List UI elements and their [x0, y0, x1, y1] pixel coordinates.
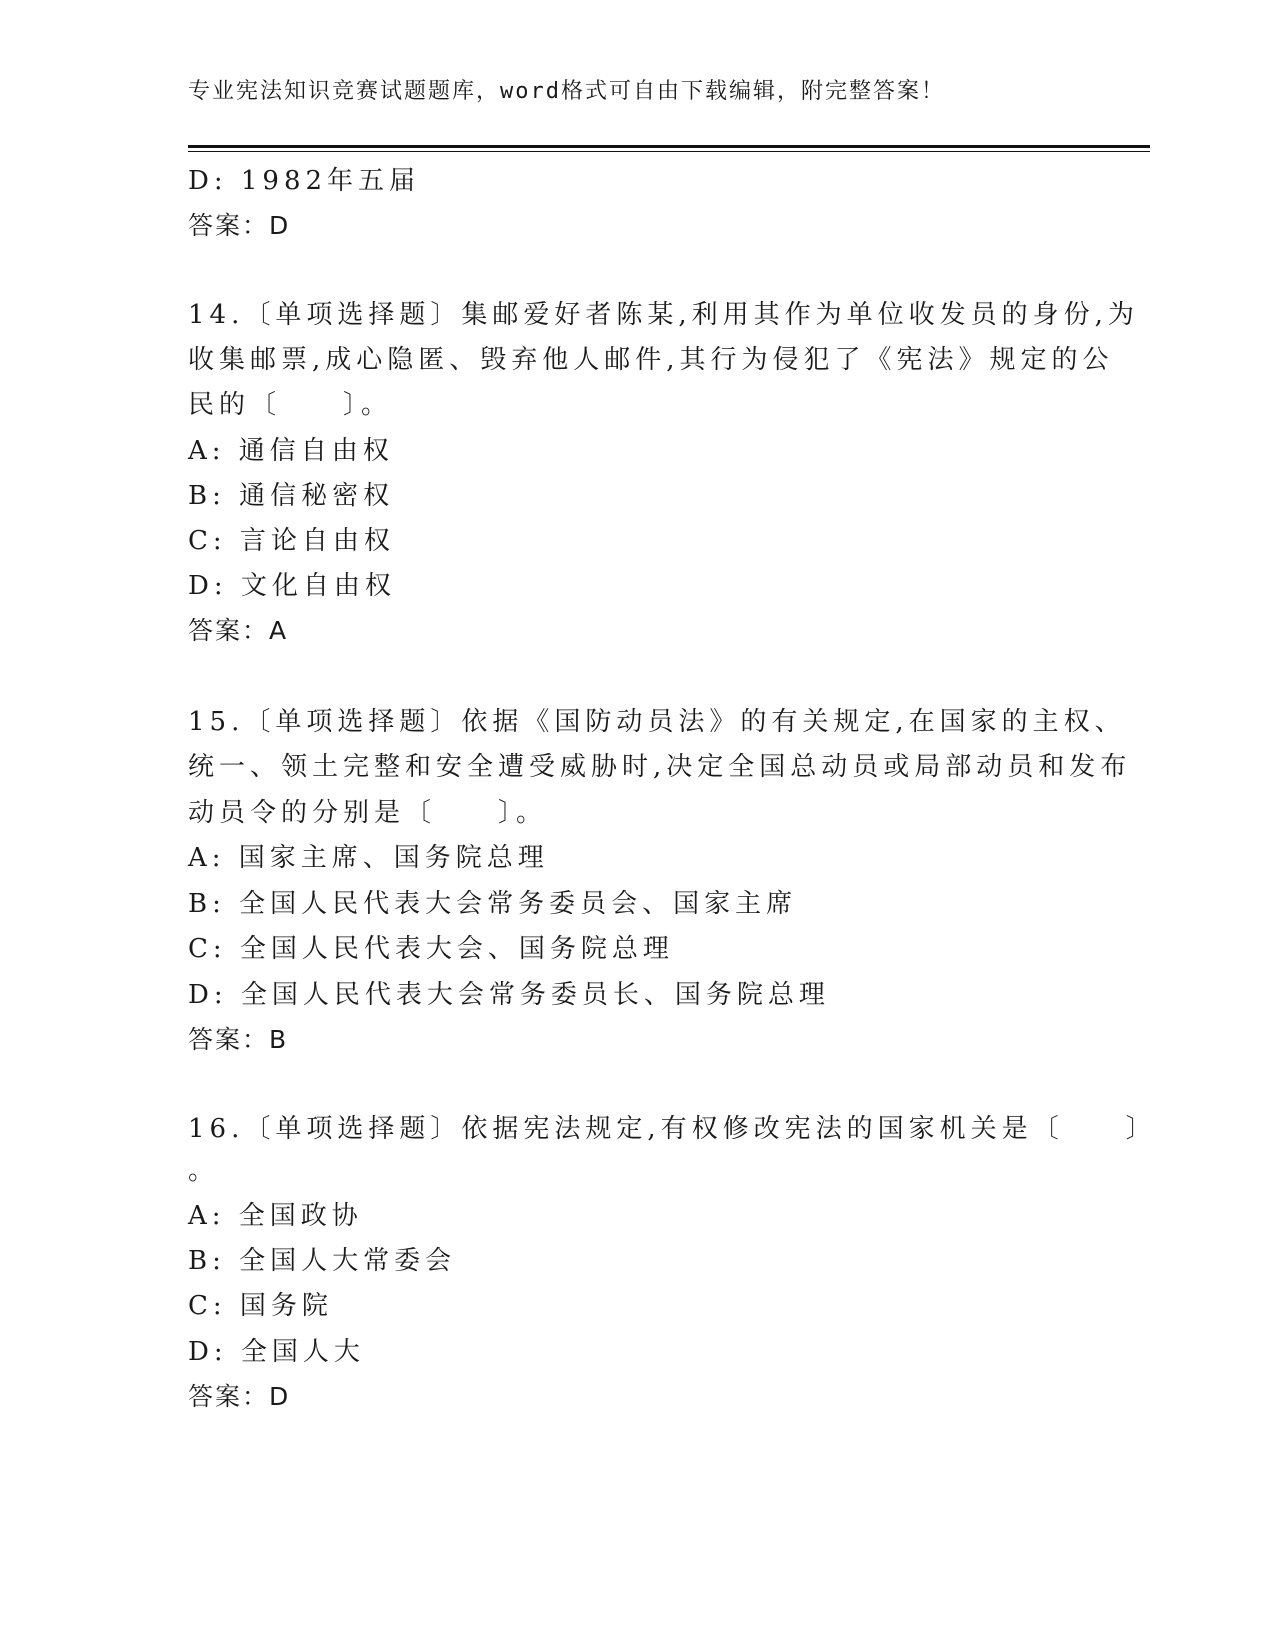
q16-option-c: C: 国务院: [188, 1291, 333, 1321]
q16-stem-line-2: 。: [188, 1156, 220, 1186]
q15-stem-line-1: 15.〔单项选择题〕依据《国防动员法》的有关规定,在国家的主权、: [188, 707, 1126, 737]
q15-answer: 答案：B: [188, 1025, 289, 1054]
q14-stem-line-2: 收集邮票,成心隐匿、毁弃他人邮件,其行为侵犯了《宪法》规定的公: [188, 345, 1114, 375]
q16-option-a: A: 全国政协: [188, 1201, 363, 1231]
prev-answer: 答案：D: [188, 211, 291, 240]
q14-option-c: C: 言论自由权: [188, 526, 395, 556]
q14-option-d: D: 文化自由权: [188, 571, 396, 601]
q14-stem-line-1: 14.〔单项选择题〕集邮爱好者陈某,利用其作为单位收发员的身份,为: [188, 300, 1139, 330]
q15-stem-line-3: 动员令的分别是〔 〕。: [188, 798, 548, 828]
q16-option-b: B: 全国人大常委会: [188, 1246, 457, 1276]
q16-answer: 答案：D: [188, 1382, 291, 1411]
q16-stem-line-1: 16.〔单项选择题〕依据宪法规定,有权修改宪法的国家机关是〔 〕: [188, 1114, 1157, 1144]
page-header: 专业宪法知识竞赛试题题库，word格式可自由下载编辑，附完整答案！: [188, 79, 945, 104]
q14-option-b: B: 通信秘密权: [188, 481, 395, 511]
q15-option-c: C: 全国人民代表大会、国务院总理: [188, 934, 674, 964]
header-rule-thin: [188, 151, 1150, 152]
q14-answer: 答案：A: [188, 616, 289, 645]
q16-option-d: D: 全国人大: [188, 1337, 365, 1367]
q15-option-a: A: 国家主席、国务院总理: [188, 843, 549, 873]
q14-stem-line-3: 民的〔 〕。: [188, 390, 393, 420]
q15-stem-line-2: 统一、领土完整和安全遭受威胁时,决定全国总动员或局部动员和发布: [188, 752, 1132, 782]
q15-option-d: D: 全国人民代表大会常务委员长、国务院总理: [188, 980, 830, 1010]
q15-option-b: B: 全国人民代表大会常务委员会、国家主席: [188, 889, 798, 919]
q14-option-a: A: 通信自由权: [188, 436, 394, 466]
prev-option-d: D: 1982年五届: [188, 166, 421, 196]
header-rule-thick: [188, 145, 1150, 148]
